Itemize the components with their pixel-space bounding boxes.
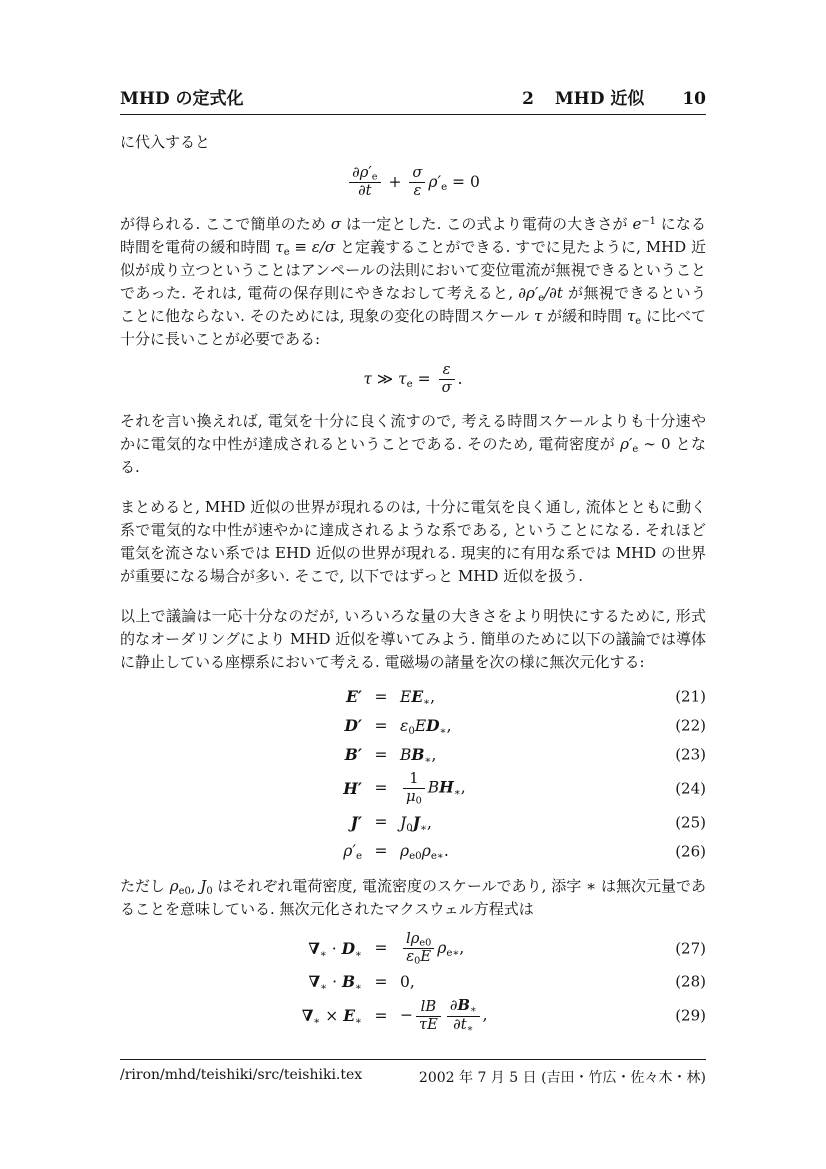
equation-lhs: $\rho'_e$ (343, 842, 362, 862)
equation-row (120, 810, 706, 836)
equation-row (120, 771, 706, 806)
equation-row (120, 713, 706, 739)
equation-lhs: D′ (344, 716, 362, 736)
equation-rhs: $\frac{1}{\mu_0}$ $BH_∗$, (400, 771, 706, 806)
equation-rhs: $J_0J_∗$, (400, 812, 432, 834)
paragraph: に代入すると (120, 133, 211, 151)
equation-rhs: $\rho_{e0}\rho_{e∗}$. (400, 842, 449, 862)
equation-rhs: $BB_∗$, (400, 745, 437, 767)
equation-number: (29) (675, 1006, 706, 1025)
equation-relation: = (374, 813, 388, 832)
equation-row (120, 684, 706, 710)
equation-number: (26) (675, 842, 706, 861)
equation-relation: = (374, 779, 388, 798)
equation-relation: = (374, 745, 388, 764)
paragraph: ただし $\rho_{e0}$, $J_0$ はそれぞれ電荷密度, 電流密度のスケールであり, 添字 ∗ は無次元量であることを意味している. 無次元化されたマクスウェル方程式は (120, 876, 706, 918)
equation-rhs: − $\frac{lB}{\tau E}$ $\frac{\partial B_∗}{\partial t_∗}$ , (400, 997, 488, 1035)
equation-relation: = (374, 842, 388, 861)
fraction: $\frac{\partial\rho'_e}{\partial t}$ (349, 165, 380, 200)
fraction: $\frac{l\rho_{e0}}{\varepsilon_0E}$ (403, 931, 434, 967)
page-header (120, 84, 706, 115)
equation-relation: = (374, 972, 388, 991)
fraction: $\frac{\sigma}{\varepsilon}$ (409, 165, 425, 200)
paragraph: が得られる. ここで簡単のため σ は一定とした. この式より電荷の大きさが $e^{-1}$ になる時間を電荷の緩和時間 $\tau_e \equiv \varepsilon/\sigma$ と定義することができる. すでに見たように, MHD 近似が成り立つということはアンペールの法則において変位電流が無視できるということであった. それは, 電荷の保存則にやきなおして考えると, $\partial\rho'_e/\partial t$ が無視できるということに他ならない. そのためには, 現象の変化の時間スケール τ が緩和時間 $\tau_e$ に比べて十分に長いことが必要である: (120, 215, 706, 349)
equation-rhs: $EE_∗$, (400, 687, 436, 709)
equation-lhs: $\nabla_∗ \cdot D_∗$ (308, 938, 362, 960)
header-page-number: 10 (682, 89, 706, 109)
display-equation: τ ≫ $\tau_e$ = $\frac{\varepsilon}{\sigma}$ . (363, 361, 463, 397)
equation-number: (23) (675, 745, 706, 764)
equation-number: (27) (675, 939, 706, 957)
paragraph-spacer (120, 479, 706, 496)
equation-relation: = (374, 1006, 388, 1025)
footer-file-path: /riron/mhd/teishiki/src/teishiki.tex (120, 1067, 363, 1083)
equation-relation: = (374, 939, 388, 957)
equation-row (120, 969, 706, 995)
fraction: $\frac{lB}{\tau E}$ (416, 999, 441, 1034)
header-section-number: 2 (522, 89, 534, 109)
footer-date-credit: 2002 年 7 月 5 日 (吉田・竹広・佐々木・林) (418, 1070, 706, 1086)
paragraph-spacer (120, 588, 706, 605)
equation-rhs: 0, (400, 972, 415, 991)
equation-relation: = (374, 687, 388, 706)
fraction: $\frac{\varepsilon}{\sigma}$ (439, 362, 455, 397)
equation-number: (22) (675, 716, 706, 735)
fraction: $\frac{\partial B_∗}{\partial t_∗}$ (447, 998, 480, 1034)
equation-lhs: $\nabla_∗ \cdot B_∗$ (308, 972, 362, 994)
header-section-info (522, 84, 706, 109)
paragraph: それを言い換えれば, 電気を十分に良く流すので, 考える時間スケールよりも十分速やかに電気的な中性が達成されるということである. そのため, 電荷密度が $\rho'_e$ ∼ 0 となる. (120, 412, 706, 477)
header-running-title: MHD の定式化 (120, 89, 244, 109)
equation-number: (25) (675, 813, 706, 832)
equation-lhs: $\nabla_∗ \times E_∗$ (301, 1006, 362, 1028)
header-rule (120, 114, 706, 115)
equation-row (120, 742, 706, 768)
equation-relation: = (374, 716, 388, 735)
equation-array (120, 931, 706, 1035)
equation-lhs: H′ (343, 778, 362, 798)
document-body (120, 131, 706, 1044)
equation-rhs: $\frac{l\rho_{e0}}{\varepsilon_0E}$ $\rho_{e∗}$, (400, 931, 706, 967)
equation-row (120, 931, 706, 967)
equation-lhs: J′ (350, 812, 362, 832)
equation-number: (21) (675, 687, 706, 706)
equation-array (120, 684, 706, 864)
equation-row (120, 998, 706, 1034)
page-footer (120, 1059, 706, 1087)
paragraph: 以上で議論は一応十分なのだが, いろいろな量の大きさをより明快にするために, 形式的なオーダリングにより MHD 近似を導いてみよう. 簡単のために以下の議論では導体に静止している座標系において考える. 電磁場の諸量を次の様に無次元化する: (120, 607, 706, 672)
paragraph: まとめると, MHD 近似の世界が現れるのは, 十分に電気を良く通し, 流体とともに動く系で電気的な中性が速やかに達成されるような系である, ということになる. それほど電気を流さない系では EHD 近似の世界が現れる. 現実的に有用な系では MHD の世界が重要になる場合が多い. そこで, 以下ではずっと MHD 近似を扱う. (120, 498, 706, 586)
equation-rhs: $\varepsilon_0ED_∗$, (400, 716, 452, 738)
equation-lhs: B′ (344, 745, 362, 765)
header-section-title: MHD 近似 (554, 89, 645, 109)
equation-number: (24) (675, 779, 706, 798)
display-equation: $\frac{\partial\rho'_e}{\partial t}$ + $\frac{\sigma}{\varepsilon}$ $\rho'_e = 0$ (120, 165, 706, 200)
equation-lhs: E′ (346, 687, 362, 707)
fraction: $\frac{1}{\mu_0}$ (403, 771, 425, 806)
equation-row (120, 839, 706, 865)
equation-number: (28) (675, 972, 706, 991)
